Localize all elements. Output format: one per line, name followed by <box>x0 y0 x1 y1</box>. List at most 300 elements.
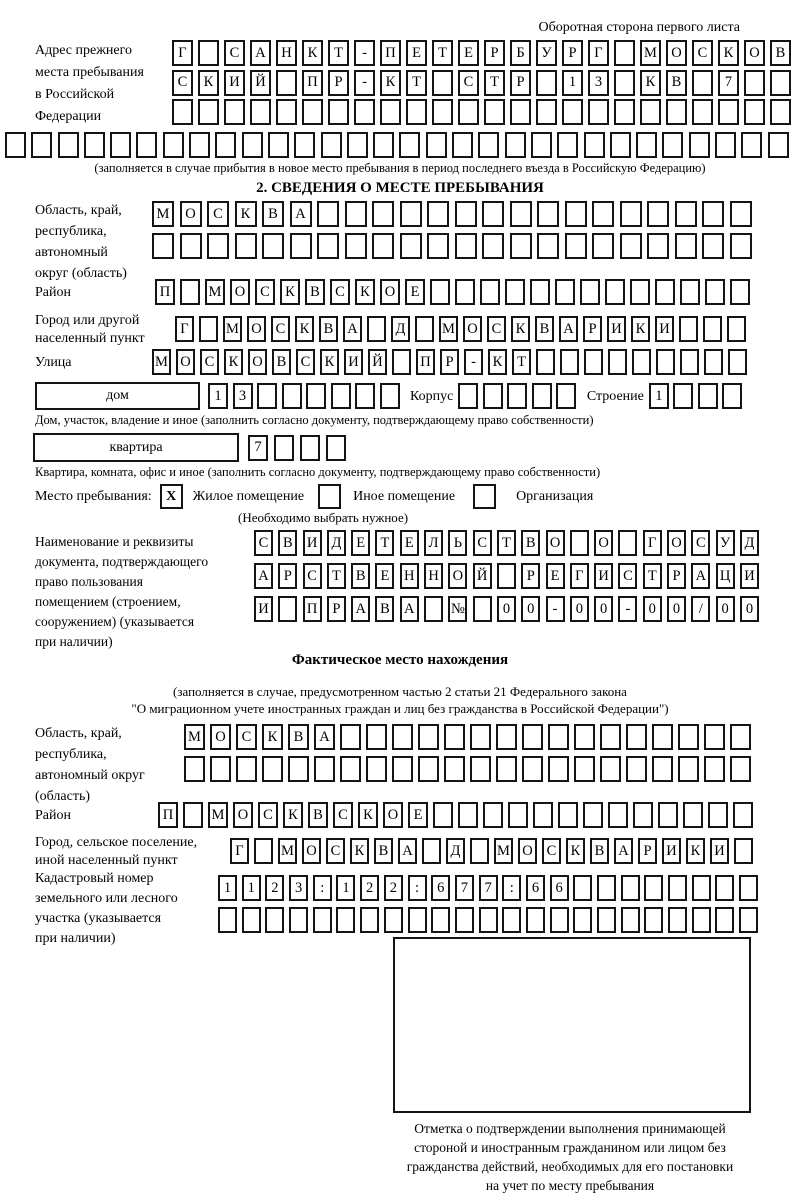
char-box[interactable] <box>254 838 273 864</box>
char-box[interactable] <box>470 838 489 864</box>
char-box[interactable]: М <box>152 349 171 375</box>
char-box[interactable]: Д <box>391 316 410 342</box>
char-box[interactable] <box>739 907 758 933</box>
char-box[interactable]: Б <box>510 40 531 66</box>
char-box[interactable] <box>636 132 657 158</box>
char-box[interactable] <box>614 99 635 125</box>
char-box[interactable]: М <box>278 838 297 864</box>
char-box[interactable] <box>355 383 375 409</box>
char-box[interactable]: И <box>710 838 729 864</box>
char-box[interactable] <box>715 907 734 933</box>
char-box[interactable]: С <box>258 802 278 828</box>
char-box[interactable]: К <box>262 724 283 750</box>
char-box[interactable] <box>583 802 603 828</box>
char-box[interactable] <box>183 802 203 828</box>
char-box[interactable] <box>290 233 312 259</box>
char-box[interactable]: 0 <box>594 596 613 622</box>
char-box[interactable] <box>644 907 663 933</box>
char-box[interactable] <box>373 132 394 158</box>
char-box[interactable] <box>482 233 504 259</box>
char-box[interactable]: 0 <box>570 596 589 622</box>
char-box[interactable]: Е <box>351 530 370 556</box>
char-box[interactable] <box>418 724 439 750</box>
char-box[interactable] <box>321 132 342 158</box>
char-box[interactable]: К <box>295 316 314 342</box>
char-box[interactable] <box>522 724 543 750</box>
char-box[interactable]: А <box>343 316 362 342</box>
char-box[interactable]: Т <box>432 40 453 66</box>
char-box[interactable]: У <box>716 530 735 556</box>
char-box[interactable]: К <box>235 201 257 227</box>
char-box[interactable]: Т <box>406 70 427 96</box>
char-box[interactable] <box>496 756 517 782</box>
char-box[interactable] <box>533 802 553 828</box>
char-box[interactable] <box>675 233 697 259</box>
char-box[interactable] <box>432 70 453 96</box>
char-box[interactable]: С <box>200 349 219 375</box>
char-box[interactable]: А <box>290 201 312 227</box>
char-box[interactable]: О <box>247 316 266 342</box>
char-box[interactable] <box>537 233 559 259</box>
char-box[interactable] <box>744 70 765 96</box>
char-box[interactable]: М <box>640 40 661 66</box>
char-box[interactable] <box>152 233 174 259</box>
char-box[interactable] <box>424 596 443 622</box>
char-box[interactable]: Р <box>638 838 657 864</box>
char-box[interactable]: А <box>614 838 633 864</box>
char-box[interactable] <box>658 802 678 828</box>
char-box[interactable]: К <box>631 316 650 342</box>
char-box[interactable] <box>652 756 673 782</box>
char-box[interactable]: В <box>308 802 328 828</box>
char-box[interactable] <box>644 875 663 901</box>
char-box[interactable]: О <box>666 40 687 66</box>
char-box[interactable] <box>372 233 394 259</box>
char-box[interactable]: П <box>158 802 178 828</box>
char-box[interactable]: С <box>236 724 257 750</box>
char-box[interactable]: И <box>607 316 626 342</box>
char-box[interactable] <box>715 132 736 158</box>
char-box[interactable] <box>294 132 315 158</box>
char-box[interactable] <box>679 316 698 342</box>
char-box[interactable]: Т <box>375 530 394 556</box>
char-box[interactable]: К <box>511 316 530 342</box>
char-box[interactable] <box>367 316 386 342</box>
char-box[interactable]: И <box>655 316 674 342</box>
char-box[interactable] <box>278 596 297 622</box>
char-box[interactable] <box>276 70 297 96</box>
char-box[interactable]: Р <box>510 70 531 96</box>
char-box[interactable]: С <box>692 40 713 66</box>
char-box[interactable]: С <box>487 316 506 342</box>
char-box[interactable] <box>550 907 569 933</box>
char-box[interactable] <box>744 99 765 125</box>
char-box[interactable] <box>317 201 339 227</box>
char-box[interactable]: В <box>770 40 791 66</box>
char-box[interactable] <box>302 99 323 125</box>
char-box[interactable]: М <box>205 279 225 305</box>
char-box[interactable]: В <box>262 201 284 227</box>
char-box[interactable] <box>592 233 614 259</box>
char-box[interactable] <box>422 838 441 864</box>
char-box[interactable]: С <box>296 349 315 375</box>
char-box[interactable]: Г <box>588 40 609 66</box>
char-box[interactable] <box>626 724 647 750</box>
char-box[interactable] <box>215 132 236 158</box>
char-box[interactable] <box>570 530 589 556</box>
char-box[interactable] <box>689 132 710 158</box>
char-box[interactable] <box>430 279 450 305</box>
char-box[interactable] <box>326 435 346 461</box>
char-box[interactable]: № <box>448 596 467 622</box>
char-box[interactable] <box>483 802 503 828</box>
char-box[interactable]: Р <box>562 40 583 66</box>
char-box[interactable]: : <box>313 875 332 901</box>
char-box[interactable]: Р <box>328 70 349 96</box>
char-box[interactable] <box>444 756 465 782</box>
char-box[interactable] <box>210 756 231 782</box>
char-box[interactable] <box>400 233 422 259</box>
char-box[interactable] <box>584 132 605 158</box>
char-box[interactable] <box>180 279 200 305</box>
char-box[interactable]: М <box>208 802 228 828</box>
char-box[interactable]: К <box>488 349 507 375</box>
char-box[interactable] <box>242 907 261 933</box>
char-box[interactable] <box>556 383 576 409</box>
char-box[interactable]: М <box>223 316 242 342</box>
char-box[interactable]: 1 <box>336 875 355 901</box>
char-box[interactable] <box>605 279 625 305</box>
char-box[interactable] <box>470 724 491 750</box>
char-box[interactable]: О <box>230 279 250 305</box>
char-box[interactable] <box>482 201 504 227</box>
char-box[interactable]: С <box>255 279 275 305</box>
char-box[interactable] <box>484 99 505 125</box>
char-box[interactable] <box>5 132 26 158</box>
char-box[interactable]: П <box>302 70 323 96</box>
char-box[interactable] <box>574 756 595 782</box>
char-box[interactable]: Р <box>583 316 602 342</box>
char-box[interactable] <box>668 875 687 901</box>
char-box[interactable]: А <box>250 40 271 66</box>
char-box[interactable]: К <box>320 349 339 375</box>
char-box[interactable]: 0 <box>497 596 516 622</box>
char-box[interactable] <box>452 132 473 158</box>
char-box[interactable]: С <box>333 802 353 828</box>
char-box[interactable]: С <box>224 40 245 66</box>
char-box[interactable] <box>172 99 193 125</box>
char-box[interactable]: К <box>350 838 369 864</box>
char-box[interactable] <box>537 201 559 227</box>
char-box[interactable] <box>630 279 650 305</box>
char-box[interactable] <box>600 756 621 782</box>
char-box[interactable]: И <box>662 838 681 864</box>
char-box[interactable]: С <box>458 70 479 96</box>
char-box[interactable] <box>618 530 637 556</box>
char-box[interactable]: 3 <box>289 875 308 901</box>
char-box[interactable]: П <box>155 279 175 305</box>
char-box[interactable] <box>345 201 367 227</box>
char-box[interactable] <box>282 383 302 409</box>
char-box[interactable] <box>526 907 545 933</box>
char-box[interactable]: 0 <box>521 596 540 622</box>
organization-checkbox[interactable] <box>473 484 496 509</box>
char-box[interactable]: К <box>198 70 219 96</box>
char-box[interactable] <box>336 907 355 933</box>
char-box[interactable]: : <box>408 875 427 901</box>
char-box[interactable]: Т <box>327 563 346 589</box>
char-box[interactable] <box>392 756 413 782</box>
char-box[interactable]: В <box>288 724 309 750</box>
char-box[interactable] <box>597 907 616 933</box>
char-box[interactable]: А <box>254 563 273 589</box>
char-box[interactable] <box>770 70 791 96</box>
char-box[interactable] <box>730 724 751 750</box>
char-box[interactable] <box>530 279 550 305</box>
char-box[interactable] <box>136 132 157 158</box>
char-box[interactable]: 7 <box>455 875 474 901</box>
char-box[interactable] <box>354 99 375 125</box>
char-box[interactable] <box>300 435 320 461</box>
char-box[interactable]: 6 <box>431 875 450 901</box>
char-box[interactable]: С <box>303 563 322 589</box>
char-box[interactable] <box>235 233 257 259</box>
char-box[interactable]: С <box>172 70 193 96</box>
char-box[interactable]: В <box>521 530 540 556</box>
char-box[interactable]: 6 <box>550 875 569 901</box>
char-box[interactable] <box>548 724 569 750</box>
char-box[interactable]: В <box>351 563 370 589</box>
char-box[interactable]: Р <box>327 596 346 622</box>
char-box[interactable]: Р <box>440 349 459 375</box>
char-box[interactable]: К <box>283 802 303 828</box>
char-box[interactable] <box>683 802 703 828</box>
char-box[interactable] <box>614 70 635 96</box>
char-box[interactable]: : <box>502 875 521 901</box>
char-box[interactable]: Р <box>667 563 686 589</box>
char-box[interactable]: И <box>254 596 273 622</box>
char-box[interactable] <box>727 316 746 342</box>
char-box[interactable]: К <box>718 40 739 66</box>
char-box[interactable] <box>673 383 693 409</box>
char-box[interactable]: К <box>355 279 375 305</box>
char-box[interactable]: Д <box>446 838 465 864</box>
char-box[interactable]: А <box>559 316 578 342</box>
char-box[interactable]: С <box>254 530 273 556</box>
char-box[interactable]: О <box>744 40 765 66</box>
char-box[interactable] <box>479 907 498 933</box>
char-box[interactable] <box>715 875 734 901</box>
char-box[interactable] <box>621 875 640 901</box>
char-box[interactable] <box>728 349 747 375</box>
char-box[interactable]: Е <box>458 40 479 66</box>
char-box[interactable]: Н <box>276 40 297 66</box>
char-box[interactable] <box>366 756 387 782</box>
char-box[interactable] <box>770 99 791 125</box>
char-box[interactable]: И <box>740 563 759 589</box>
char-box[interactable]: С <box>326 838 345 864</box>
char-box[interactable] <box>573 875 592 901</box>
char-box[interactable] <box>531 132 552 158</box>
char-box[interactable] <box>458 99 479 125</box>
char-box[interactable] <box>557 132 578 158</box>
char-box[interactable]: Н <box>400 563 419 589</box>
char-box[interactable]: Й <box>368 349 387 375</box>
char-box[interactable]: А <box>400 596 419 622</box>
char-box[interactable]: С <box>542 838 561 864</box>
char-box[interactable] <box>730 756 751 782</box>
char-box[interactable] <box>497 563 516 589</box>
char-box[interactable] <box>560 349 579 375</box>
char-box[interactable]: Р <box>278 563 297 589</box>
char-box[interactable]: П <box>303 596 322 622</box>
char-box[interactable] <box>610 132 631 158</box>
char-box[interactable] <box>347 132 368 158</box>
char-box[interactable]: Е <box>406 40 427 66</box>
char-box[interactable] <box>184 756 205 782</box>
char-box[interactable] <box>597 875 616 901</box>
char-box[interactable]: О <box>302 838 321 864</box>
char-box[interactable]: М <box>152 201 174 227</box>
char-box[interactable] <box>733 802 753 828</box>
char-box[interactable]: Г <box>230 838 249 864</box>
char-box[interactable]: О <box>518 838 537 864</box>
char-box[interactable]: 2 <box>360 875 379 901</box>
char-box[interactable]: А <box>314 724 335 750</box>
char-box[interactable] <box>274 435 294 461</box>
char-box[interactable]: В <box>278 530 297 556</box>
char-box[interactable] <box>340 756 361 782</box>
apartment-field-box[interactable] <box>33 433 239 462</box>
char-box[interactable]: А <box>351 596 370 622</box>
char-box[interactable]: Й <box>473 563 492 589</box>
char-box[interactable] <box>480 279 500 305</box>
char-box[interactable]: П <box>416 349 435 375</box>
char-box[interactable] <box>608 802 628 828</box>
char-box[interactable] <box>647 233 669 259</box>
char-box[interactable] <box>608 349 627 375</box>
char-box[interactable] <box>702 201 724 227</box>
char-box[interactable] <box>306 383 326 409</box>
char-box[interactable]: 7 <box>248 435 268 461</box>
char-box[interactable] <box>399 132 420 158</box>
char-box[interactable] <box>705 279 725 305</box>
char-box[interactable]: 1 <box>562 70 583 96</box>
char-box[interactable]: О <box>448 563 467 589</box>
char-box[interactable]: К <box>302 40 323 66</box>
char-box[interactable] <box>678 756 699 782</box>
char-box[interactable] <box>505 132 526 158</box>
char-box[interactable]: 3 <box>233 383 253 409</box>
char-box[interactable] <box>730 233 752 259</box>
char-box[interactable]: 2 <box>265 875 284 901</box>
char-box[interactable]: М <box>439 316 458 342</box>
char-box[interactable]: О <box>383 802 403 828</box>
char-box[interactable] <box>678 724 699 750</box>
char-box[interactable] <box>548 756 569 782</box>
char-box[interactable]: Т <box>484 70 505 96</box>
char-box[interactable]: Р <box>521 563 540 589</box>
char-box[interactable]: С <box>330 279 350 305</box>
char-box[interactable]: В <box>666 70 687 96</box>
char-box[interactable]: 1 <box>218 875 237 901</box>
char-box[interactable]: 1 <box>208 383 228 409</box>
char-box[interactable] <box>718 99 739 125</box>
char-box[interactable]: С <box>618 563 637 589</box>
char-box[interactable]: Д <box>740 530 759 556</box>
char-box[interactable] <box>328 99 349 125</box>
char-box[interactable] <box>384 907 403 933</box>
char-box[interactable] <box>722 383 742 409</box>
char-box[interactable] <box>496 724 517 750</box>
char-box[interactable]: 3 <box>588 70 609 96</box>
char-box[interactable] <box>289 907 308 933</box>
char-box[interactable] <box>675 201 697 227</box>
char-box[interactable] <box>265 907 284 933</box>
char-box[interactable]: К <box>686 838 705 864</box>
char-box[interactable] <box>392 724 413 750</box>
char-box[interactable]: У <box>536 40 557 66</box>
char-box[interactable] <box>427 201 449 227</box>
char-box[interactable]: К <box>380 70 401 96</box>
char-box[interactable]: 6 <box>526 875 545 901</box>
char-box[interactable] <box>262 233 284 259</box>
char-box[interactable] <box>427 233 449 259</box>
char-box[interactable]: О <box>210 724 231 750</box>
char-box[interactable] <box>647 201 669 227</box>
char-box[interactable]: О <box>233 802 253 828</box>
char-box[interactable] <box>180 233 202 259</box>
char-box[interactable] <box>565 233 587 259</box>
char-box[interactable] <box>620 233 642 259</box>
char-box[interactable] <box>458 383 478 409</box>
char-box[interactable] <box>666 99 687 125</box>
char-box[interactable] <box>406 99 427 125</box>
char-box[interactable]: 1 <box>649 383 669 409</box>
char-box[interactable] <box>626 756 647 782</box>
char-box[interactable] <box>768 132 789 158</box>
char-box[interactable] <box>268 132 289 158</box>
char-box[interactable] <box>652 724 673 750</box>
char-box[interactable]: С <box>271 316 290 342</box>
char-box[interactable] <box>562 99 583 125</box>
char-box[interactable] <box>692 70 713 96</box>
char-box[interactable] <box>418 756 439 782</box>
char-box[interactable] <box>558 802 578 828</box>
char-box[interactable] <box>31 132 52 158</box>
char-box[interactable]: К <box>566 838 585 864</box>
char-box[interactable] <box>708 802 728 828</box>
char-box[interactable]: С <box>473 530 492 556</box>
char-box[interactable] <box>614 40 635 66</box>
char-box[interactable]: / <box>691 596 710 622</box>
char-box[interactable] <box>199 316 218 342</box>
char-box[interactable]: 7 <box>479 875 498 901</box>
char-box[interactable] <box>592 201 614 227</box>
char-box[interactable] <box>458 802 478 828</box>
char-box[interactable] <box>703 316 722 342</box>
char-box[interactable]: Е <box>405 279 425 305</box>
char-box[interactable] <box>536 70 557 96</box>
char-box[interactable] <box>730 279 750 305</box>
char-box[interactable] <box>163 132 184 158</box>
char-box[interactable] <box>400 201 422 227</box>
char-box[interactable]: Е <box>408 802 428 828</box>
char-box[interactable] <box>455 201 477 227</box>
char-box[interactable] <box>360 907 379 933</box>
char-box[interactable]: В <box>535 316 554 342</box>
char-box[interactable]: Г <box>570 563 589 589</box>
